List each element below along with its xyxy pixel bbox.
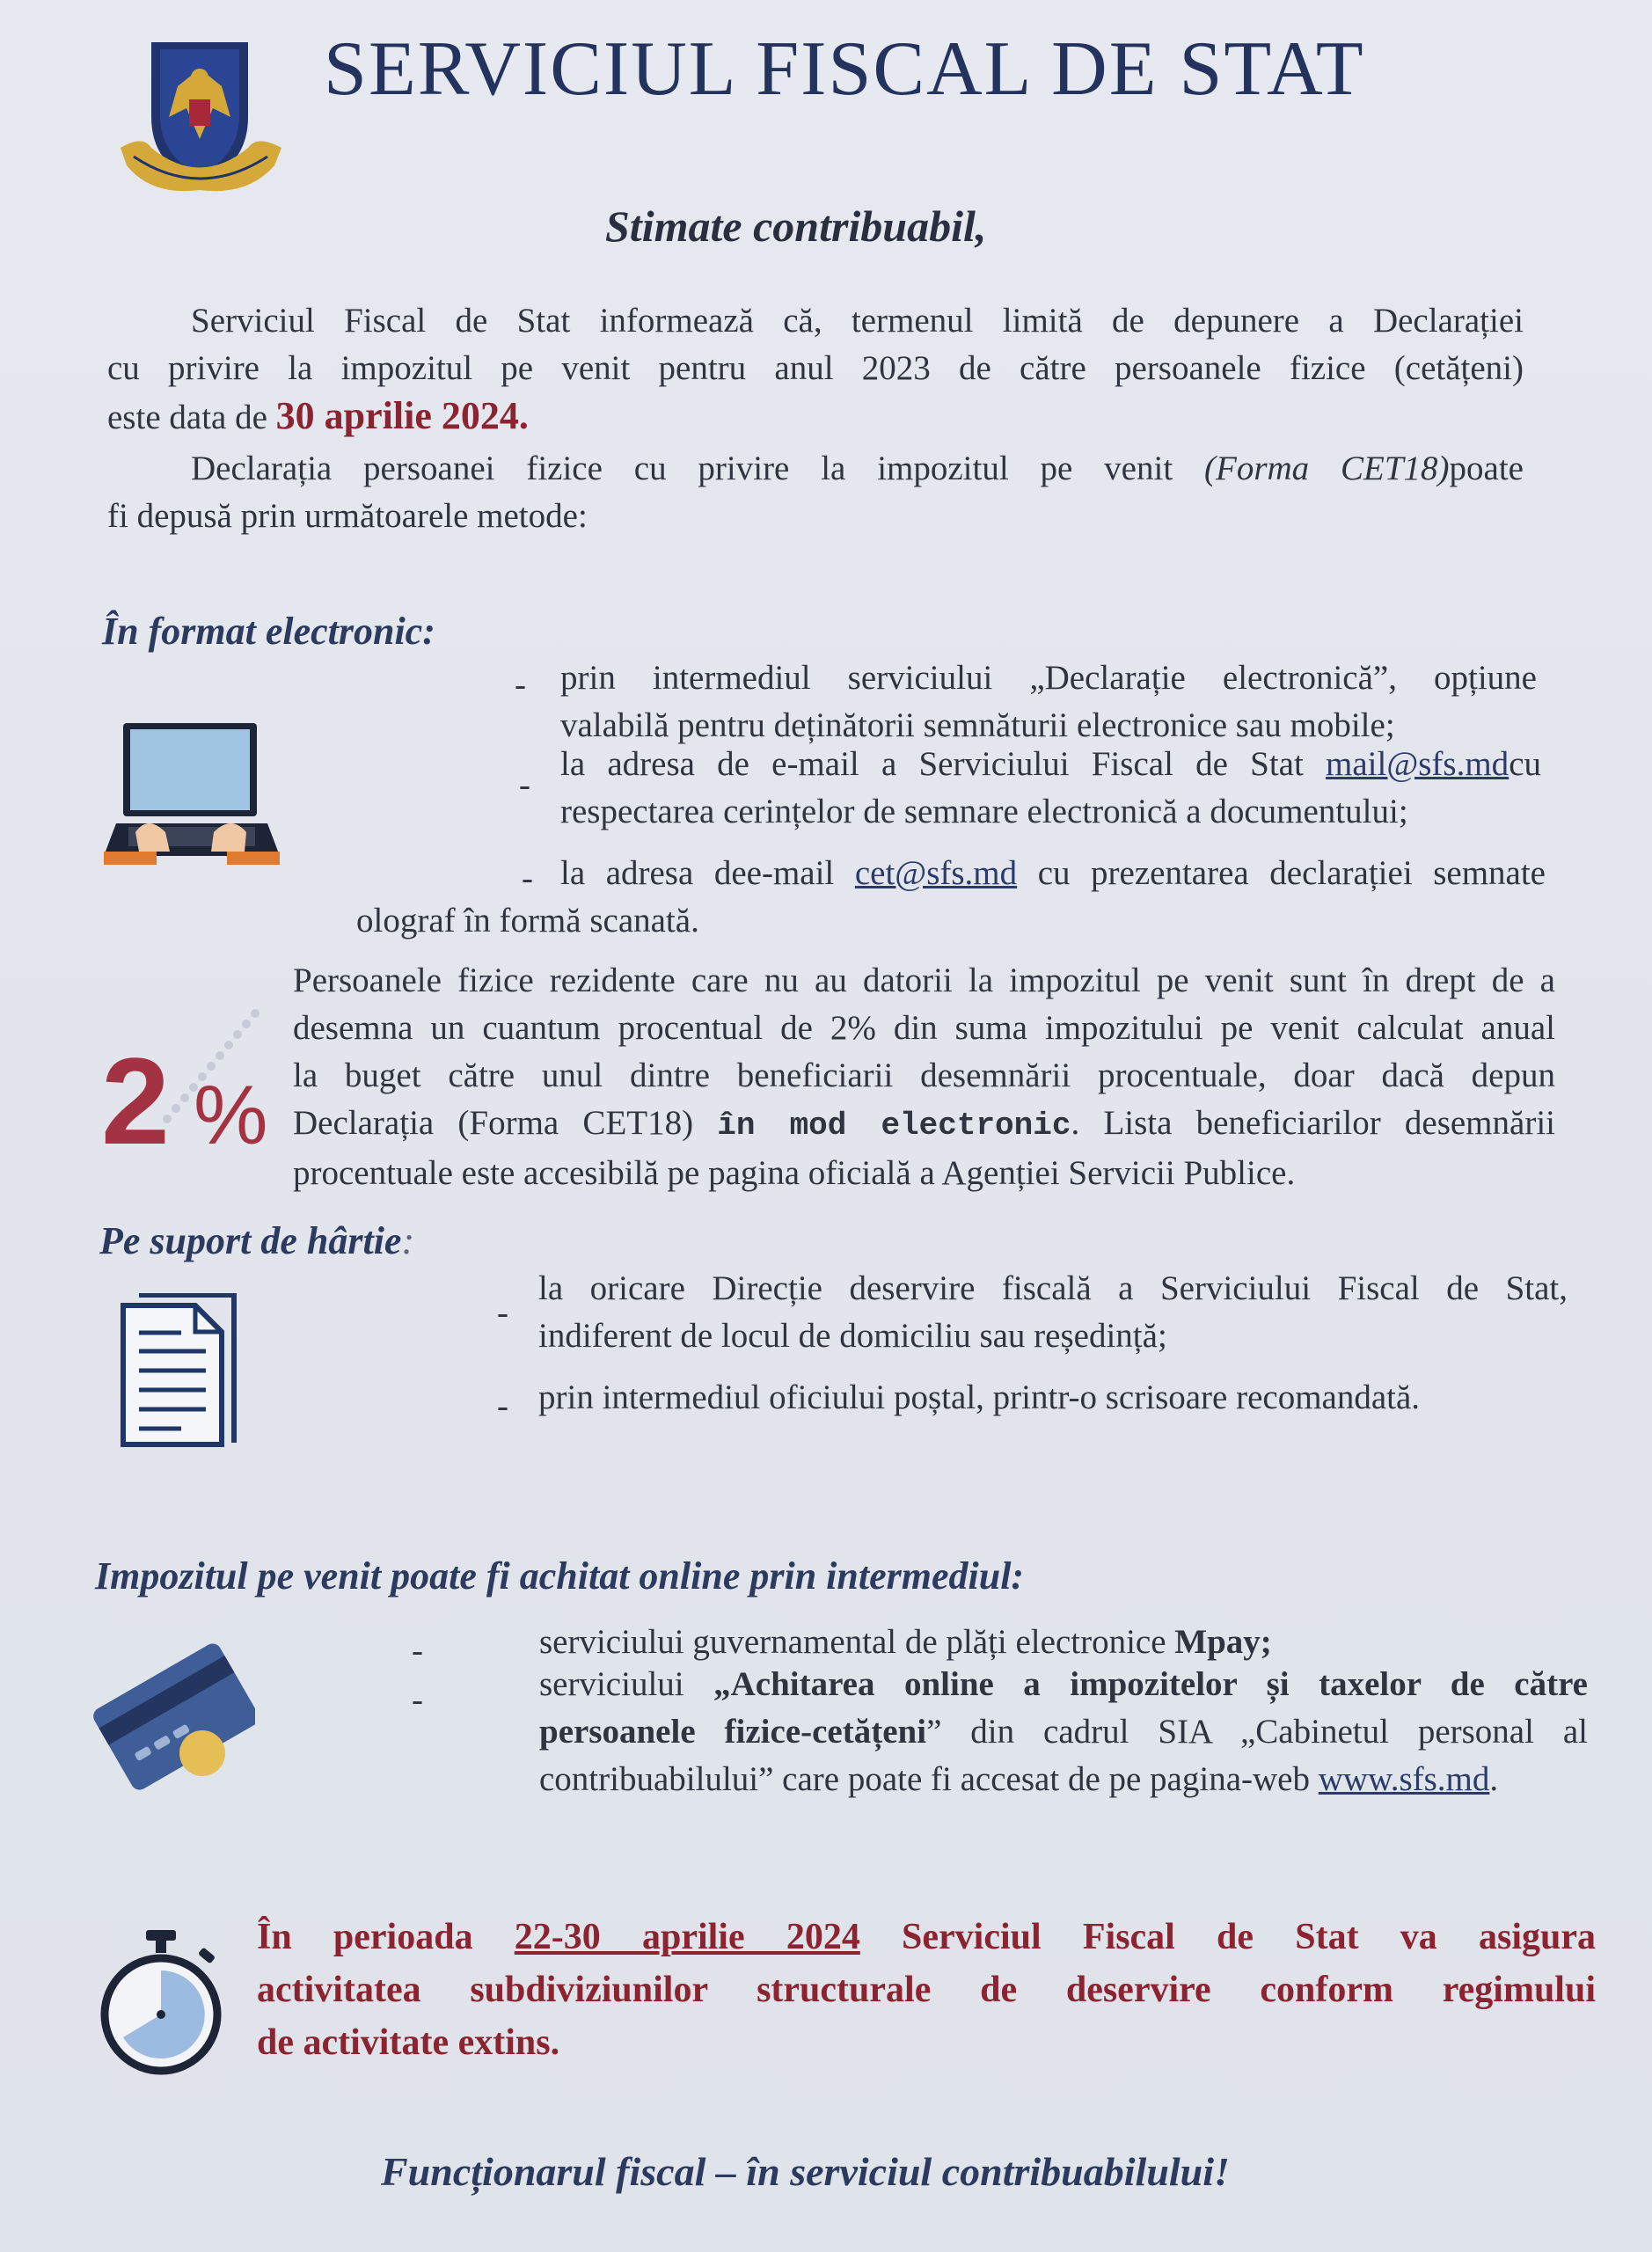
notice-text: Serviciul Fiscal de Stat va asigura [859, 1917, 1597, 1957]
electronic-heading: În format electronic: [102, 610, 435, 653]
list-bullet: - [515, 666, 526, 704]
paper-heading-text: Pe suport de hârtie [99, 1219, 402, 1262]
electronic-item-3-line-2: olograf în formă scanată. [356, 902, 699, 940]
footer-slogan: Funcționarul fiscal – în serviciul contribuabilului! [381, 2149, 1230, 2194]
email-link-cet[interactable]: cet@sfs.md [854, 854, 1018, 892]
document-icon [120, 1293, 238, 1447]
payment-item-2-line-3 [539, 1756, 1588, 1803]
stopwatch-icon [95, 1928, 227, 2076]
percent-sign: % [194, 1069, 268, 1157]
percent-line-1: Persoanele fizice rezidente care nu au datorii la impozitul pe venit sunt în drept de a [293, 961, 1555, 999]
form-name: (Forma CET18) [1204, 450, 1450, 487]
payment-item-2-text: contribuabilului” care poate fi accesat de pe pagina-web [539, 1760, 1319, 1798]
mpay-label: Mpay; [1174, 1623, 1272, 1661]
paper-item-1-line-1: la oricare Direcție deservire fiscală a Serviciului Fiscal de Stat, [538, 1269, 1568, 1307]
electronic-item-3-line-1 [560, 850, 1546, 897]
sfs-website-link[interactable]: www.sfs.md [1318, 1760, 1490, 1798]
list-bullet: - [412, 1632, 423, 1670]
list-bullet: - [497, 1294, 508, 1332]
intro-text: este data de [107, 398, 276, 436]
electronic-item-2 [560, 741, 1541, 836]
two-percent-digit: 2 [101, 1032, 170, 1157]
intro-line-5: fi depusă prin următoarele metode: [107, 497, 588, 535]
electronic-item-2-text: cu [1509, 745, 1541, 783]
intro-line-1: Serviciul Fiscal de Stat informează că, termenul limită de depunere a Declarației [191, 302, 1524, 340]
payment-item-2-line-1 [539, 1661, 1588, 1708]
payment-item-2-text: ” din cadrul SIA „Cabinetul personal al [926, 1713, 1589, 1751]
payment-service-name: „Achitarea online a impozitelor și taxelor de către [713, 1665, 1588, 1703]
intro-text: Declarația persoanei fizice cu privire la impozitul pe venit [191, 450, 1205, 487]
list-bullet: - [519, 766, 530, 804]
intro-line-3 [107, 392, 1524, 442]
electronic-item-1-line-1: prin intermediul serviciului „Declarație electronică”, opțiune [560, 659, 1537, 697]
payment-item-1 [539, 1619, 1272, 1666]
electronic-item-1 [560, 654, 1537, 749]
payment-item-2-text: serviciului [539, 1665, 714, 1703]
list-bullet: - [497, 1387, 508, 1425]
paper-item-2: prin intermediul oficiului poștal, printr-o scrisoare recomandată. [538, 1378, 1421, 1416]
electronic-item-2-line-1 [560, 741, 1541, 788]
payment-item-1-text: serviciului guvernamental de plăți electronice [539, 1623, 1175, 1661]
intro-paragraph [107, 297, 1524, 540]
page-title: SERVICIUL FISCAL DE STAT [324, 26, 1365, 112]
coat-of-arms-icon [116, 33, 288, 192]
two-percent-icon [97, 1003, 273, 1157]
percent-line-2: desemna un cuantum procentual de 2% din suma impozitului pe venit calculat anual [293, 1009, 1555, 1047]
paper-heading-colon: : [401, 1219, 415, 1262]
list-bullet: - [522, 859, 533, 897]
electronic-item-3-text: la adresa dee-mail [560, 854, 855, 892]
paper-heading [99, 1218, 414, 1263]
intro-line-4 [107, 445, 1524, 493]
electronic-item-2-line-2: respectarea cerințelor de semnare electronică a documentului; [560, 793, 1408, 830]
percent-text: Declarația (Forma CET18) [293, 1104, 718, 1142]
electronic-item-3-text: cu prezentarea declarației semnate [1017, 854, 1546, 892]
notice-period: 22-30 aprilie 2024 [514, 1917, 860, 1957]
deadline-date: 30 aprilie 2024. [275, 394, 529, 437]
intro-text: poate [1449, 450, 1524, 487]
paper-item-1 [538, 1265, 1568, 1360]
laptop-icon [104, 720, 280, 865]
percent-line-4 [293, 1100, 1555, 1150]
electronic-mode-emphasis: în mod electronic [717, 1108, 1071, 1144]
percent-text: . Lista beneficiarilor desemnării [1071, 1104, 1555, 1142]
percent-paragraph [293, 957, 1555, 1197]
notice-line-2: activitatea subdiviziunilor structurale de deservire conform regimului [257, 1970, 1596, 2010]
credit-card-icon [92, 1632, 255, 1795]
paper-item-1-line-2: indiferent de locul de domiciliu sau reședință; [538, 1317, 1167, 1355]
electronic-item-2-text: la adresa de e-mail a Serviciului Fiscal de Stat [560, 745, 1327, 783]
payment-item-2-text: . [1489, 1760, 1499, 1798]
payment-heading: Impozitul pe venit poate fi achitat online prin intermediul: [95, 1554, 1025, 1598]
notice-line-1 [257, 1911, 1596, 1963]
extended-hours-notice [257, 1911, 1596, 2069]
notice-line-3: de activitate extins. [257, 2022, 560, 2063]
payment-item-2-line-2 [539, 1708, 1588, 1756]
payment-service-name-cont: persoanele fizice-cetățeni [539, 1713, 927, 1751]
list-bullet: - [412, 1681, 423, 1719]
greeting: Stimate contribuabil, [605, 201, 987, 251]
notice-text: În perioada [257, 1917, 515, 1957]
payment-item-2 [539, 1661, 1588, 1803]
percent-line-5: procentuale este accesibilă pe pagina oficială a Agenției Servicii Publice. [293, 1154, 1296, 1192]
percent-line-3: la buget către unul dintre beneficiarii desemnării procentuale, doar dacă depun [293, 1057, 1555, 1094]
intro-line-2: cu privire la impozitul pe venit pentru anul 2023 de către persoanele fizice (cetățeni) [107, 349, 1524, 387]
email-link-mail[interactable]: mail@sfs.md [1326, 745, 1509, 783]
electronic-item-1-line-2: valabilă pentru deținătorii semnăturii electronice sau mobile; [560, 706, 1395, 744]
